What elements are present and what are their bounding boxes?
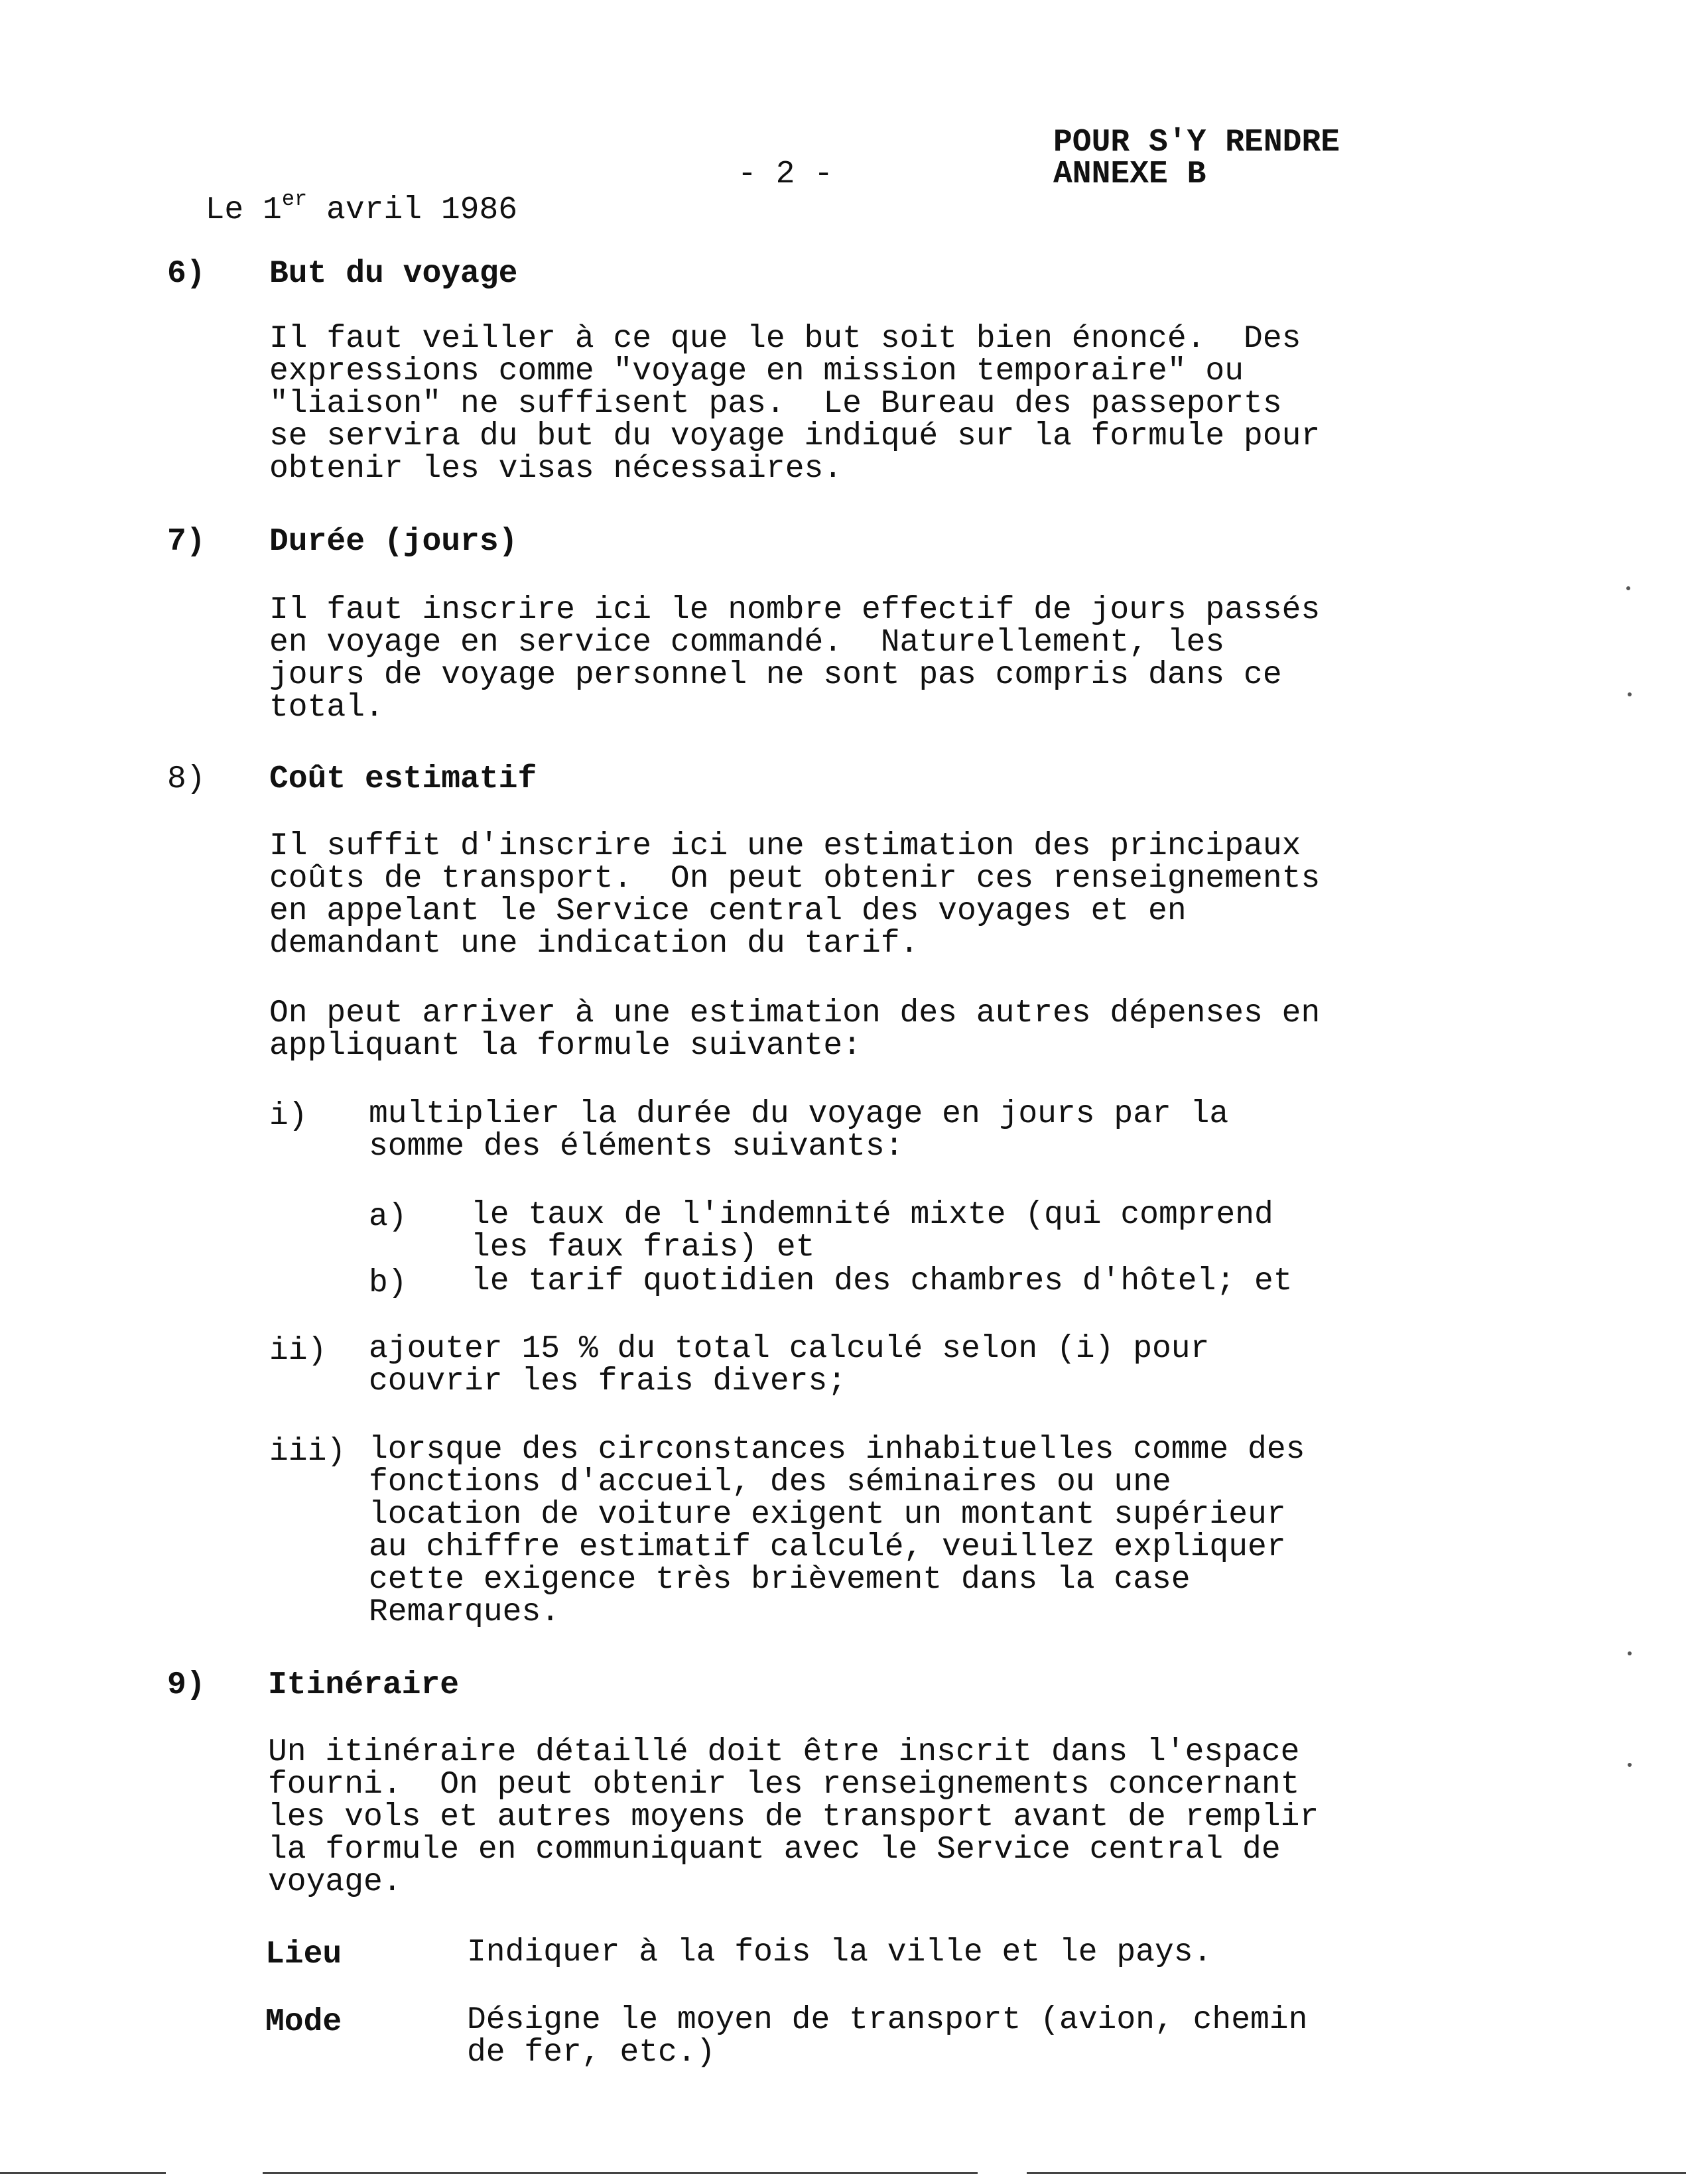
sub-item-a-text: le taux de l'indemnité mixte (qui comprend les faux frais) et xyxy=(471,1197,1273,1265)
scan-speck xyxy=(1628,692,1632,696)
definition-mode: Désigne le moyen de transport (avion, chemin de fer, etc.) xyxy=(467,2002,1308,2071)
date-line xyxy=(167,157,517,228)
list-item-ii-label: ii) xyxy=(269,1333,327,1369)
date-prefix: Le 1 xyxy=(205,192,282,228)
section-8-paragraph-1: Il suffit d'inscrire ici une estimation des principaux coûts de transport. On peut obtenir ces renseignements en appelant le Service central des voyages et en demandant une indication du tarif. xyxy=(269,828,1321,962)
header-title: POUR S'Y RENDRE xyxy=(1053,125,1340,161)
list-item-iii-label: iii) xyxy=(269,1434,346,1470)
definition-lieu: Indiquer à la fois la ville et le pays. xyxy=(467,1935,1212,1970)
sub-item-a-label: a) xyxy=(369,1199,407,1235)
scan-speck xyxy=(1628,1763,1632,1767)
section-9-title: Itinéraire xyxy=(268,1667,460,1703)
scan-speck xyxy=(1626,586,1630,590)
list-item-iii-text: lorsque des circonstances inhabituelles comme des fonctions d'accueil, des séminaires ou une location de voiture exigent un montant supérieur au chiffre estimatif calculé, veuillez expliquer cette exigence très brièvement dans la case Remarques. xyxy=(369,1432,1305,1630)
list-item-ii-text: ajouter 15 % du total calculé selon (i) pour couvrir les frais divers; xyxy=(369,1331,1210,1399)
section-6-title: But du voyage xyxy=(269,256,518,292)
section-8-paragraph-2: On peut arriver à une estimation des autres dépenses en appliquant la formule suivante: xyxy=(269,996,1321,1064)
section-7-number: 7) xyxy=(167,524,206,560)
list-item-i-text: multiplier la durée du voyage en jours par la somme des éléments suivants: xyxy=(369,1096,1229,1165)
date-suffix: avril 1986 xyxy=(307,192,518,228)
header-annex: ANNEXE B xyxy=(1053,157,1206,192)
sub-item-b-label: b) xyxy=(369,1265,407,1301)
scan-speck xyxy=(1628,1651,1632,1655)
term-lieu: Lieu xyxy=(265,1937,342,1972)
section-9-paragraph: Un itinéraire détaillé doit être inscrit dans l'espace fourni. On peut obtenir les renseignements concernant les vols et autres moyens de transport avant de remplir la formule en communiquant avec le Service central de voyage. xyxy=(268,1734,1319,1900)
date-superscript: er xyxy=(281,187,308,212)
section-8-title: Coût estimatif xyxy=(269,761,537,797)
sub-item-b-text: le tarif quotidien des chambres d'hôtel; et xyxy=(471,1263,1293,1299)
section-7-paragraph: Il faut inscrire ici le nombre effectif de jours passés en voyage en service commandé. Naturellement, les jours de voyage personnel ne sont pas compris dans ce total. xyxy=(269,592,1321,726)
section-6-paragraph: Il faut veiller à ce que le but soit bien énoncé. Des expressions comme "voyage en mission temporaire" ou "liaison" ne suffisent pas. Le Bureau des passeports se servira du but du voyage indiqué sur la formule pour obtenir les visas nécessaires. xyxy=(269,321,1321,487)
section-8-number: 8) xyxy=(167,761,206,797)
bottom-rule xyxy=(263,2172,978,2174)
bottom-rule xyxy=(1027,2172,1686,2174)
page-number: - 2 - xyxy=(738,157,834,192)
list-item-i-label: i) xyxy=(269,1098,308,1134)
section-6-number: 6) xyxy=(167,256,206,292)
term-mode: Mode xyxy=(265,2004,342,2040)
section-9-number: 9) xyxy=(167,1667,206,1703)
bottom-rule xyxy=(0,2172,166,2174)
section-7-title: Durée (jours) xyxy=(269,524,518,560)
